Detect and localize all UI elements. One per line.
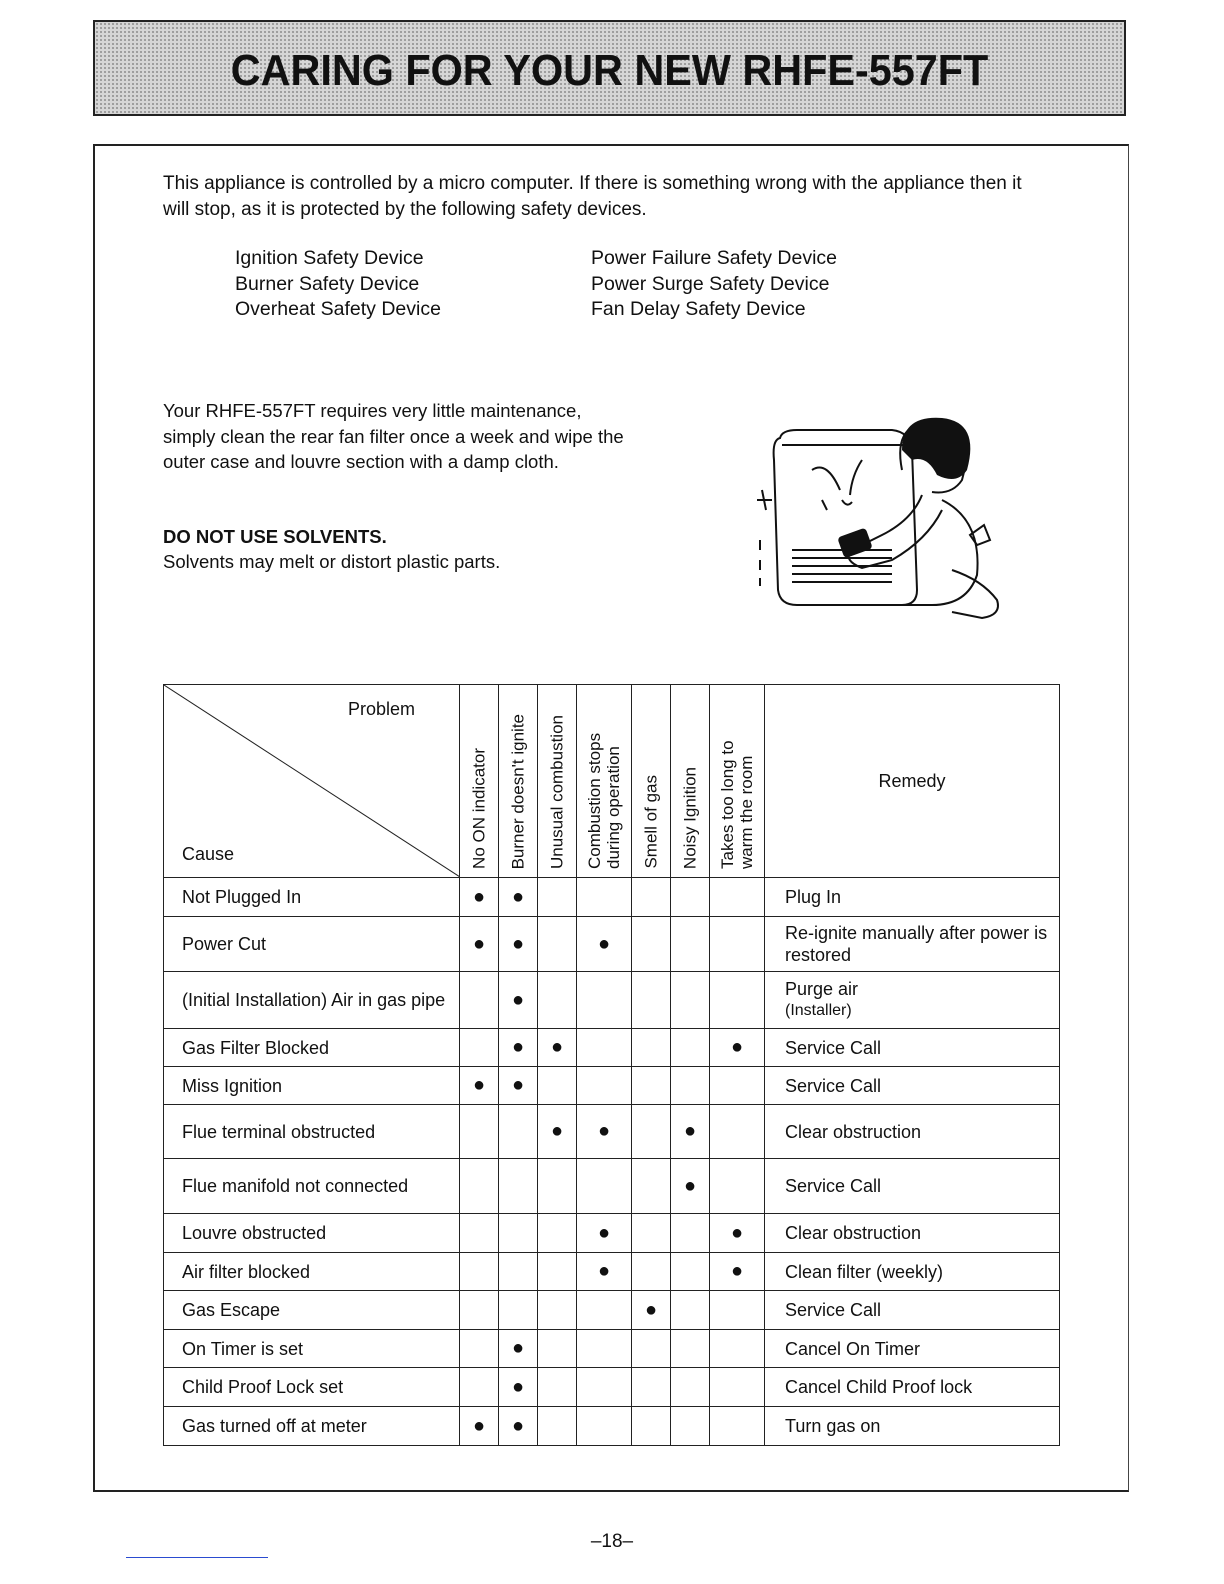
dot-mark-icon: ● [472, 885, 486, 908]
dot-mark-icon: ● [511, 1074, 525, 1096]
mark-cell [460, 972, 499, 1029]
mark-cell [577, 1029, 632, 1067]
footer-rule [126, 1557, 268, 1558]
troubleshooting-table [163, 684, 1060, 1446]
device-item: Ignition Safety Device [235, 247, 424, 269]
mark-cell [460, 917, 499, 972]
remedy-text: Service Call [785, 1300, 882, 1320]
dot-mark-icon: ● [597, 1120, 611, 1142]
mark-cell [632, 1291, 671, 1330]
mark-cell [710, 1407, 765, 1446]
cause-cell: (Initial Installation) Air in gas pipe [164, 972, 460, 1029]
mark-cell [710, 1330, 765, 1368]
mark-cell [577, 1214, 632, 1253]
remedy-cell [765, 878, 1060, 917]
cleaning-illustration [752, 400, 1017, 625]
device-item: Power Surge Safety Device [591, 272, 830, 295]
dot-mark-icon: ● [644, 1298, 658, 1321]
mark-cell [460, 1105, 499, 1159]
mark-cell [499, 1159, 538, 1214]
mark-cell [538, 972, 577, 1029]
cause-cell: Gas Escape [164, 1291, 460, 1330]
maintenance-paragraph: Your RHFE-557FT requires very little maintenance, simply clean the rear fan filter once a week and wipe the outer case and louvre section with a damp cloth. [163, 400, 624, 472]
cause-cell: Gas Filter Blocked [164, 1029, 460, 1067]
mark-cell [671, 1291, 710, 1330]
mark-cell [577, 1407, 632, 1446]
table-row [164, 917, 1060, 972]
mark-cell [577, 1159, 632, 1214]
remedy-cell [765, 1067, 1060, 1105]
cause-cell: Gas turned off at meter [164, 1407, 460, 1446]
remedy-cell [765, 1291, 1060, 1330]
mark-cell [710, 1029, 765, 1067]
mark-cell [671, 972, 710, 1029]
table-row [164, 1029, 1060, 1067]
mark-cell [538, 917, 577, 972]
dot-mark-icon: ● [683, 1120, 697, 1142]
mark-cell [499, 1330, 538, 1368]
mark-cell [460, 1368, 499, 1407]
mark-cell [671, 1330, 710, 1368]
devices-right-list [591, 246, 837, 323]
mark-cell [710, 1291, 765, 1330]
remedy-text: Purge air [785, 979, 859, 999]
devices-left-list [235, 246, 441, 323]
problem-header: Smell of gas [632, 685, 671, 878]
table-row [164, 1368, 1060, 1407]
dot-mark-icon: ● [472, 1074, 486, 1096]
mark-cell [499, 1067, 538, 1105]
mark-cell [577, 1105, 632, 1159]
remedy-cell [765, 1253, 1060, 1291]
mark-cell [577, 917, 632, 972]
mark-cell [499, 1291, 538, 1330]
mark-cell [460, 1291, 499, 1330]
page-title: CARING FOR YOUR NEW RHFE-557FT [230, 46, 989, 95]
dot-mark-icon: ● [472, 1414, 486, 1437]
mark-cell [538, 1214, 577, 1253]
remedy-header: Remedy [765, 685, 1060, 878]
remedy-text: Turn gas on [785, 1416, 881, 1436]
mark-cell [671, 1159, 710, 1214]
mark-cell [710, 878, 765, 917]
mark-cell [710, 1253, 765, 1291]
cause-cell: Flue terminal obstructed [164, 1105, 460, 1159]
mark-cell [632, 917, 671, 972]
table-row [164, 1159, 1060, 1214]
mark-cell [632, 1214, 671, 1253]
remedy-text: Re-ignite manually after power is restored [785, 923, 1048, 965]
corner-cell [164, 685, 460, 878]
mark-cell [499, 1407, 538, 1446]
mark-cell [460, 1253, 499, 1291]
mark-cell [538, 1029, 577, 1067]
device-item: Fan Delay Safety Device [591, 298, 806, 320]
dot-mark-icon: ● [511, 932, 525, 955]
remedy-text: Plug In [785, 887, 842, 907]
dot-mark-icon: ● [730, 1260, 744, 1282]
dot-mark-icon: ● [550, 1120, 564, 1142]
mark-cell [538, 1105, 577, 1159]
remedy-text: Clear obstruction [785, 1121, 922, 1142]
mark-cell [577, 1253, 632, 1291]
mark-cell [671, 1368, 710, 1407]
mark-cell [460, 1407, 499, 1446]
remedy-text: Cancel Child Proof lock [785, 1377, 973, 1397]
intro-paragraph: This appliance is controlled by a micro computer. If there is something wrong with the appliance then it will stop, as it is protected by the following safety devices. [163, 173, 1022, 220]
mark-cell [538, 1291, 577, 1330]
cause-cell: Power Cut [164, 917, 460, 972]
remedy-text: Service Call [785, 1176, 882, 1196]
mark-cell [577, 972, 632, 1029]
device-item: Burner Safety Device [235, 272, 420, 295]
cause-cell: Louvre obstructed [164, 1214, 460, 1253]
warning-text: Solvents may melt or distort plastic parts. [163, 551, 501, 572]
dot-mark-icon: ● [511, 988, 525, 1011]
problem-header: Unusual combustion [538, 685, 577, 878]
mark-cell [577, 878, 632, 917]
page-number: –18– [590, 1531, 634, 1552]
remedy-text: Cancel On Timer [785, 1338, 921, 1359]
remedy-text: Service Call [785, 1037, 882, 1058]
dot-mark-icon: ● [683, 1174, 697, 1197]
mark-cell [632, 1029, 671, 1067]
table-row [164, 1067, 1060, 1105]
mark-cell [710, 1067, 765, 1105]
remedy-cell [765, 1214, 1060, 1253]
problem-header: No ON indicator [460, 685, 499, 878]
dot-mark-icon: ● [511, 1375, 525, 1398]
mark-cell [632, 1067, 671, 1105]
cause-label: Cause [182, 844, 235, 864]
table-row [164, 1407, 1060, 1446]
title-banner [93, 20, 1126, 116]
mark-cell [538, 1159, 577, 1214]
problem-header: Combustion stops during operation [577, 685, 632, 878]
mark-cell [710, 1214, 765, 1253]
dot-mark-icon: ● [597, 1260, 611, 1282]
table-header-row [164, 685, 1060, 878]
table-row [164, 1330, 1060, 1368]
remedy-note: (Installer) [785, 1002, 852, 1019]
mark-cell [538, 1407, 577, 1446]
mark-cell [499, 972, 538, 1029]
mark-cell [499, 1105, 538, 1159]
mark-cell [538, 1368, 577, 1407]
remedy-cell [765, 1330, 1060, 1368]
mark-cell [499, 878, 538, 917]
remedy-cell [765, 917, 1060, 972]
mark-cell [710, 1159, 765, 1214]
mark-cell [577, 1330, 632, 1368]
dot-mark-icon: ● [597, 932, 611, 955]
problem-header: Burner doesn't ignite [499, 685, 538, 878]
mark-cell [710, 1105, 765, 1159]
mark-cell [499, 1214, 538, 1253]
mark-cell [632, 1159, 671, 1214]
remedy-cell [765, 972, 1060, 1029]
device-item: Overheat Safety Device [235, 298, 441, 320]
remedy-text: Clear obstruction [785, 1223, 922, 1243]
dot-mark-icon: ● [511, 885, 525, 908]
remedy-text: Clean filter (weekly) [785, 1261, 944, 1282]
mark-cell [577, 1368, 632, 1407]
table-row [164, 1291, 1060, 1330]
mark-cell [460, 1067, 499, 1105]
mark-cell [499, 1253, 538, 1291]
dot-mark-icon: ● [472, 932, 486, 955]
mark-cell [499, 1368, 538, 1407]
mark-cell [671, 878, 710, 917]
mark-cell [538, 1067, 577, 1105]
dot-mark-icon: ● [730, 1221, 744, 1244]
dot-mark-icon: ● [511, 1414, 525, 1437]
mark-cell [499, 1029, 538, 1067]
mark-cell [671, 1214, 710, 1253]
remedy-cell [765, 1159, 1060, 1214]
mark-cell [577, 1067, 632, 1105]
mark-cell [538, 1253, 577, 1291]
table-row [164, 1105, 1060, 1159]
mark-cell [710, 917, 765, 972]
mark-cell [632, 1253, 671, 1291]
remedy-cell [765, 1105, 1060, 1159]
dot-mark-icon: ● [511, 1036, 525, 1058]
dot-mark-icon: ● [511, 1337, 525, 1359]
table-row [164, 1253, 1060, 1291]
mark-cell [538, 878, 577, 917]
mark-cell [577, 1291, 632, 1330]
mark-cell [671, 1029, 710, 1067]
mark-cell [499, 917, 538, 972]
mark-cell [632, 972, 671, 1029]
remedy-text: Service Call [785, 1075, 882, 1096]
remedy-cell [765, 1407, 1060, 1446]
mark-cell [632, 1105, 671, 1159]
cause-cell: Air filter blocked [164, 1253, 460, 1291]
mark-cell [671, 1407, 710, 1446]
mark-cell [538, 1330, 577, 1368]
mark-cell [632, 1407, 671, 1446]
table-row [164, 972, 1060, 1029]
mark-cell [671, 1067, 710, 1105]
mark-cell [460, 1330, 499, 1368]
problem-header: Takes too long to warm the room [710, 685, 765, 878]
table-row [164, 1214, 1060, 1253]
dot-mark-icon: ● [550, 1036, 564, 1058]
dot-mark-icon: ● [597, 1221, 611, 1244]
mark-cell [460, 1029, 499, 1067]
dot-mark-icon: ● [730, 1036, 744, 1058]
cause-cell: Not Plugged In [164, 878, 460, 917]
mark-cell [710, 972, 765, 1029]
remedy-cell [765, 1029, 1060, 1067]
warning-title: DO NOT USE SOLVENTS. [163, 526, 387, 547]
mark-cell [632, 1330, 671, 1368]
cause-cell: Flue manifold not connected [164, 1159, 460, 1214]
cause-cell: On Timer is set [164, 1330, 460, 1368]
remedy-cell [765, 1368, 1060, 1407]
problem-label: Problem [348, 699, 416, 719]
mark-cell [460, 878, 499, 917]
device-item: Power Failure Safety Device [591, 247, 838, 269]
mark-cell [671, 917, 710, 972]
mark-cell [460, 1214, 499, 1253]
cause-cell: Child Proof Lock set [164, 1368, 460, 1407]
mark-cell [460, 1159, 499, 1214]
cause-cell: Miss Ignition [164, 1067, 460, 1105]
mark-cell [671, 1105, 710, 1159]
table-row [164, 878, 1060, 917]
mark-cell [710, 1368, 765, 1407]
problem-header: Noisy Ignition [671, 685, 710, 878]
mark-cell [632, 1368, 671, 1407]
mark-cell [671, 1253, 710, 1291]
mark-cell [632, 878, 671, 917]
